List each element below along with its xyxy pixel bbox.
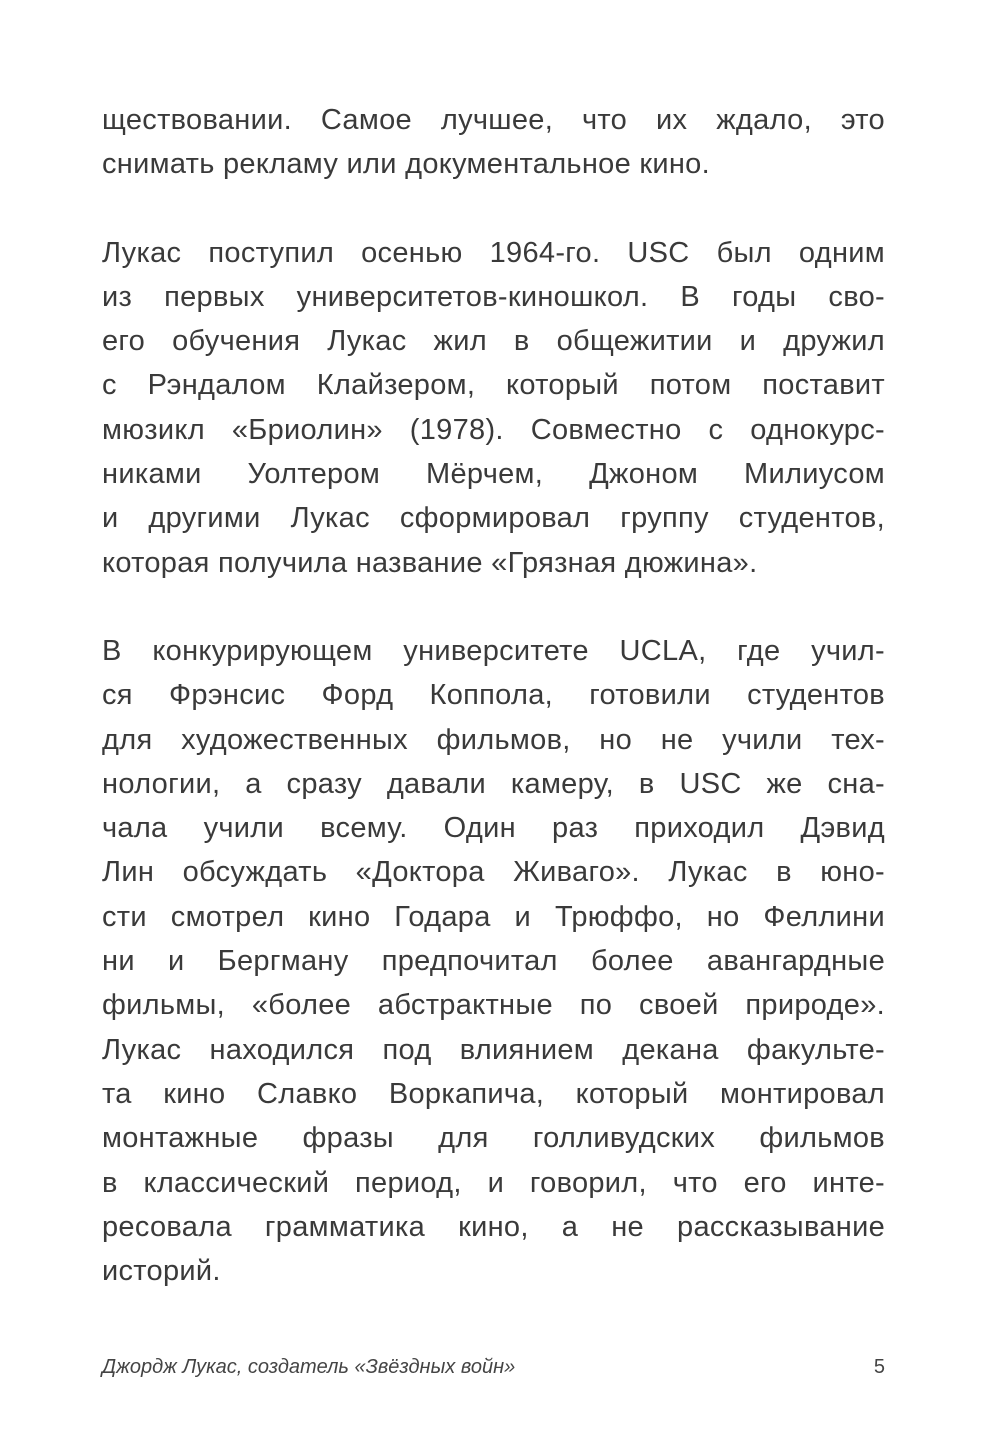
page-number: 5: [873, 1356, 885, 1378]
text-line: Лукас находился под влиянием декана факульте-: [102, 1033, 885, 1066]
body-text: [102, 98, 885, 1337]
text-line: и другими Лукас сформировал группу студентов,: [102, 502, 885, 535]
text-line: снимать рекламу или документальное кино.: [102, 148, 710, 181]
text-line: из первых университетов-киношкол. В годы сво-: [102, 280, 885, 313]
running-title: Джордж Лукас, создатель «Звёздных войн»: [102, 1356, 516, 1378]
text-line: Лин обсуждать «Доктора Живаго». Лукас в юно-: [102, 856, 885, 889]
text-line: фильмы, «более абстрактные по своей природе».: [102, 989, 885, 1022]
text-line: ресовала грамматика кино, а не рассказывание: [102, 1210, 885, 1243]
text-line: та кино Славко Воркапича, который монтировал: [102, 1077, 885, 1110]
text-line: его обучения Лукас жил в общежитии и дружил: [102, 325, 885, 358]
paragraph: [102, 98, 885, 187]
text-line: которая получила название «Грязная дюжина».: [102, 546, 758, 579]
text-line: нологии, а сразу давали камеру, в USC же сна-: [102, 767, 885, 800]
text-line: никами Уолтером Мёрчем, Джоном Милиусом: [102, 458, 885, 491]
text-line: ни и Бергману предпочитал более авангардные: [102, 945, 885, 978]
text-line: для художественных фильмов, но не учили тех-: [102, 723, 885, 756]
text-line: монтажные фразы для голливудских фильмов: [102, 1122, 885, 1155]
text-line: Лукас поступил осенью 1964-го. USC был одним: [102, 236, 885, 269]
text-line: ся Фрэнсис Форд Коппола, готовили студентов: [102, 679, 885, 712]
text-line: историй.: [102, 1255, 221, 1288]
text-line: мюзикл «Бриолин» (1978). Совместно с однокурс-: [102, 413, 885, 446]
text-line: чала учили всему. Один раз приходил Дэвид: [102, 812, 885, 845]
text-line: ществовании. Самое лучшее, что их ждало, это: [102, 104, 885, 136]
text-line: сти смотрел кино Годара и Трюффо, но Феллини: [102, 900, 885, 933]
paragraph: [102, 231, 885, 585]
paragraph: [102, 629, 885, 1293]
text-line: в классический период, и говорил, что его инте-: [102, 1166, 885, 1199]
text-line: с Рэндалом Клайзером, который потом поставит: [102, 369, 885, 402]
text-line: В конкурирующем университете UCLA, где учил-: [102, 634, 885, 667]
page-footer: [102, 1356, 885, 1379]
